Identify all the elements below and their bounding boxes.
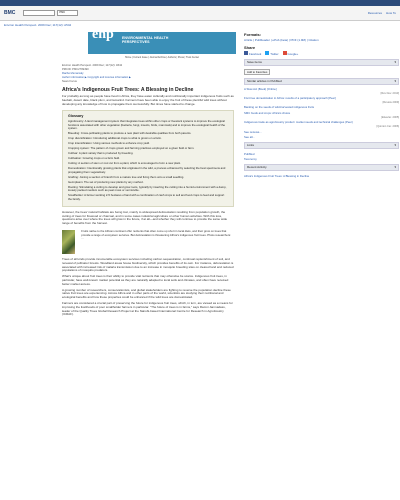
glossary-entry: Crop diversification: Introducing additional crops to what is grown on a farm. xyxy=(68,136,162,141)
site-logo[interactable]: BMC xyxy=(4,10,16,16)
twitter-icon xyxy=(265,51,269,55)
article-meta xyxy=(62,64,234,84)
glossary-entry: Agroforestry: A land management system that integrates trees within other crops or livestock systems to improve the ecological functions associated with other vegetation (bacteria, fungi, insects, birds, mammals) and to improve the ecological health of the system. xyxy=(68,119,226,131)
similar-article-date: [Rev Dev. 2013] xyxy=(380,91,399,95)
see-all-link[interactable]: See all... xyxy=(244,135,255,140)
article-figure xyxy=(62,230,234,254)
similar-article-title[interactable]: Banking on the seeds of wild-harvested indigenous fruits xyxy=(244,105,314,110)
fruit-photo[interactable] xyxy=(62,230,75,254)
glossary-entry: Domestication: Intentionally growing plants that originated in the wild, a process enhanced by selecting the best specimens and propagating them vegetatively. xyxy=(68,166,226,174)
glossary-entry: Cropping system: The pattern of crops grown and farming practices employed on a given field or farm. xyxy=(68,146,195,151)
google-share[interactable] xyxy=(283,51,299,56)
info-links[interactable]: Author information ▶ Copyright and License information ▶ xyxy=(62,76,132,79)
resources-link[interactable]: Resources xyxy=(367,11,383,15)
author-link[interactable]: Rachel Zemansky xyxy=(62,72,84,75)
breadcrumb[interactable]: Environ Health Perspect. 2009 Dec; 117(12): A542 xyxy=(4,23,72,27)
collapse-icon[interactable]: ▾ xyxy=(394,60,396,64)
share-title: Share xyxy=(244,45,256,50)
glossary-entry: Cutting: A section of stem or root cut from a plant, which is encouraged to form a new plant. xyxy=(68,161,181,166)
twitter-share[interactable] xyxy=(265,51,278,56)
article-title: Africa's Indigenous Fruit Trees: A Blessing in Decline xyxy=(62,87,194,93)
links-bar[interactable] xyxy=(244,142,399,149)
twitter-label: Twitter xyxy=(270,52,279,56)
body-paragraph: A growing number of researchers, conservationists, and global stakeholders are fighting to reverse the population decline these native fruit trees are experiencing. Across Africa and in other parts of the world, scientists are studying their nutritional and ecological benefits and how these properties could be enhanced if the wild trees are domesticated. xyxy=(62,287,231,300)
see-more-links xyxy=(244,130,399,139)
google-plus-icon xyxy=(283,51,287,55)
taxonomy-link[interactable]: Taxonomy xyxy=(244,157,257,162)
database-select[interactable]: PMC xyxy=(57,10,78,16)
site-header xyxy=(0,6,400,21)
similar-article-date: [Quinton Cer. 2006] xyxy=(376,124,399,128)
recent-title: Recent Activity xyxy=(247,165,267,170)
similar-article-date: [Review 2009] xyxy=(382,100,399,104)
pmc-line: PMCID: PMC2799490 xyxy=(62,68,89,71)
body-paragraph: What's unique about fruit trees is their ability to provide vital nutrients that may otherwise be scarce. Indigenous fruit trees, in particular, have well-known market potential as they are naturally adapted to local soils and climates, and often have received better market access. xyxy=(62,274,229,286)
facebook-icon xyxy=(244,51,248,55)
recent-activity-bar[interactable] xyxy=(244,164,399,171)
article-main xyxy=(0,29,240,319)
glossary-entry: Grafting: Joining a section of branch from a mature tree and fixing them onto a small seedling. xyxy=(68,174,185,179)
similar-article[interactable] xyxy=(244,88,399,95)
recent-item[interactable]: Africa's Indigenous Fruit Trees: A Blessing in Decline xyxy=(244,174,310,179)
collapse-icon[interactable]: ▾ xyxy=(394,143,396,148)
body-paragraph: However, the trees' natural habitats are being lost, mainly to widespread deforestation resulting from population growth, the cutting of trees for firewood or charcoal, and in some cases industrial agriculture or other human activities. With this loss, questions arise over where the trees will grow in the future, if at all—and whether they will continue to provide the same wide range of benefits from the harvest. xyxy=(62,209,228,226)
glossary-entry: Cultivation: Growing crops on a farm field. xyxy=(68,156,120,161)
glossary-entry: Crop intensification: Using various methods to enhance crop yield. xyxy=(68,141,150,146)
formats-links[interactable]: Article | PubReader | ePub (beta) | PDF (1.9M) | Citation xyxy=(244,38,319,42)
similar-article-title[interactable]: Fruit tree domestication in Africa: results of a participatory approach [Peer] xyxy=(244,96,336,101)
links-title: Links xyxy=(247,143,255,148)
lead-paragraph: For probably as long as people have lived in Africa, they have eaten culturally and nutritionally important indigenous fruits such as baobab, desert date, black plum, and tamarind. Farmers have been able to enjoy the fruit of these plentiful wild trees without developing any knowledge of how to propagate them successfully. But times have started to change. xyxy=(62,94,234,106)
glossary-entry: Germplasm: The set of producing new plants by any method. xyxy=(68,179,144,184)
share-row xyxy=(244,51,399,56)
similar-article-title[interactable]: A Slow Act (Book) [Online] xyxy=(244,87,277,91)
similar-article-title[interactable]: SMC foods and crops: Africa's choice xyxy=(244,110,291,115)
glossary-entry: Smallholder: A farmer working 2-5 hectares of land with a combination of cash crops to sell and food crops to feed and support the family. xyxy=(68,193,225,201)
save-items-bar[interactable] xyxy=(244,59,399,66)
glossary-entry: Cultivar: A plant variety that is produced by breeding. xyxy=(68,151,134,156)
journal-line: Environ Health Perspect. 2009 Dec; 117(12): A542 xyxy=(62,64,123,67)
pubmed-link[interactable]: PubMed xyxy=(244,152,255,157)
collapse-icon[interactable]: ▾ xyxy=(394,165,396,170)
section-label: News Focus xyxy=(62,80,77,83)
save-items-title: Save items xyxy=(247,60,262,64)
similar-article[interactable] xyxy=(244,106,399,110)
links-list xyxy=(244,152,399,161)
journal-logo: ehp xyxy=(92,27,114,42)
similar-article-title[interactable]: Indigenous trade as agroforestry product: market needs and technical challenges (Peer) xyxy=(244,120,353,125)
collapse-icon[interactable]: ▾ xyxy=(394,79,396,83)
journal-nav[interactable]: Home | Current Issue | Journal Archive | Authors | Press | Trust Center xyxy=(124,56,200,59)
add-to-favorites-button[interactable]: Add to Favorites xyxy=(244,69,270,75)
how-to-link[interactable]: How To xyxy=(386,11,396,15)
glossary-entry: Breeding: Cross-pollinating plants to produce a new plant with desirable qualities from both parents. xyxy=(68,131,192,136)
body-paragraph: Farmers are considered a crucial part of preserving the future for indigenous fruit trees, which, in turn, are viewed as a means for improving the livelihoods of poor smallholder farmers in particular. "The future of trees is in farms," says Ramni Jamnadass, leader of the Quality Trees Global Research Project at the Nairobi-based International Centre for Research in Agroforestry (ICRAF). xyxy=(62,301,233,317)
similar-articles-bar[interactable] xyxy=(244,78,399,85)
see-reviews-link[interactable]: See reviews... xyxy=(244,130,262,135)
similar-article[interactable] xyxy=(244,97,399,104)
search-input[interactable] xyxy=(23,10,55,16)
similar-list xyxy=(244,88,399,128)
facebook-share[interactable] xyxy=(244,51,261,56)
similar-article[interactable] xyxy=(244,112,399,119)
sidebar xyxy=(240,29,399,319)
body-paragraph: Trees of all kinds provide innumerable ecosystem services including carbon sequestration, continual replenishment of soil, and renewal of pollinator forests. Woodland areas house biodiversity, which provides benefits of its own. For instance, deforestation is associated with increased risk of malaria transmission due to an increase in mosquito breeding sites on cleared land and reduced populations of mosquito predators. xyxy=(62,257,234,273)
header-links xyxy=(368,11,396,15)
similar-article-date: [Elsevier. 2005] xyxy=(381,115,399,119)
glossary-entry: Rooting: Stimulating a cutting to develop and grow roots, typically by inserting the cutting into a humid environment with a damp, loosely packed medium such as peat moss or vermiculite. xyxy=(68,184,227,193)
facebook-label: Facebook xyxy=(249,52,262,56)
similar-article[interactable] xyxy=(244,121,399,128)
glossary-box xyxy=(62,110,234,207)
formats-title: Formats: xyxy=(244,32,262,37)
figure-caption: Fruits native to the African continent offer nutrients that often come up short in local diets, and their grow on trees that provide a range of ecosystem services. But deforestation is threatening Africa's indigenous fruit trees. Photo researchers: ... xyxy=(81,229,231,241)
journal-banner[interactable] xyxy=(88,27,236,54)
similar-title: Similar articles in PubMed xyxy=(247,79,282,83)
glossary-title: Glossary xyxy=(68,114,84,119)
journal-name: ENVIRONMENTAL HEALTH PERSPECTIVES xyxy=(122,36,169,44)
google-label: Google+ xyxy=(287,52,299,56)
